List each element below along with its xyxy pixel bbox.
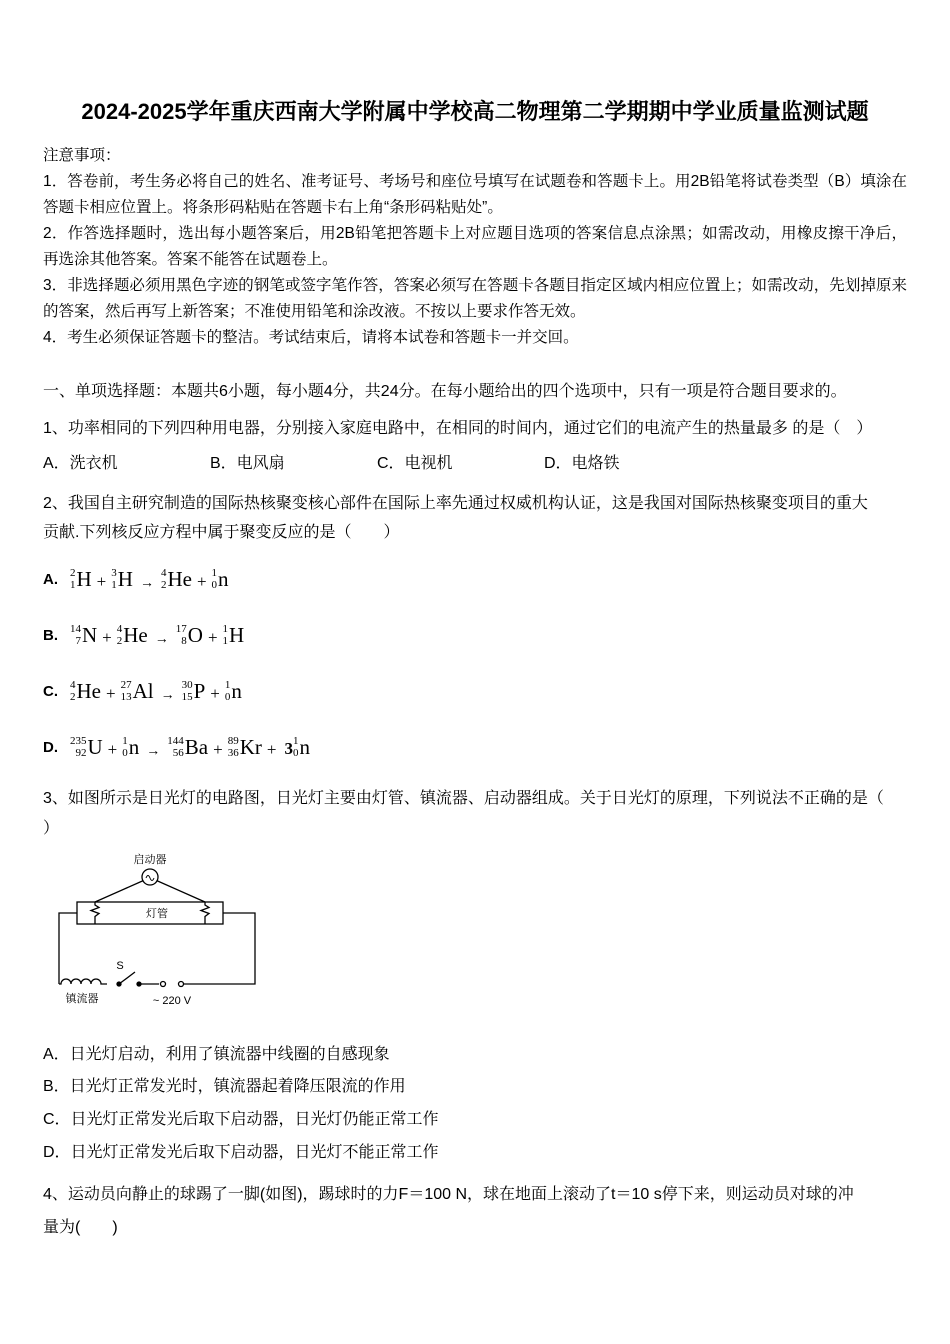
notice-section <box>43 143 907 351</box>
switch-blade <box>119 972 135 984</box>
coefficient: 3 <box>284 738 293 758</box>
question-2 <box>43 489 907 776</box>
notice-heading: 注意事项： <box>43 146 121 164</box>
question-3-options <box>43 1047 907 1162</box>
reaction-equation <box>70 736 310 759</box>
question-4 <box>43 1178 907 1244</box>
question-3-text-line-2: ） <box>43 819 60 837</box>
exam-paper <box>43 98 907 1244</box>
nuclide-n: 14 7 N <box>70 623 98 648</box>
source-terminal-right <box>179 981 184 986</box>
question-3-option-c: C．日光灯正常发光后取下启动器，日光灯仍能正常工作 <box>43 1111 439 1129</box>
plus-operator: + <box>96 571 107 591</box>
plus-operator: + <box>107 739 118 759</box>
question-4-text-line-1: 4、运动员向静止的球踢了一脚(如图)，踢球时的力F＝100 N，球在地面上滚动了t＝10 s停下来，则运动员对球的冲 <box>43 1185 854 1203</box>
plus-operator: + <box>213 739 223 759</box>
nuclide-o: 17 8 O <box>175 623 203 648</box>
nuclide-n: 1 0 n <box>224 679 242 704</box>
reaction-label: C. <box>43 683 58 701</box>
source-terminal-left <box>161 981 166 986</box>
plus-operator: + <box>102 627 112 647</box>
reaction-equation <box>70 680 242 703</box>
nuclide-h: 3 1 H <box>111 567 133 592</box>
question-4-text-line-2: 量为( ) <box>43 1218 118 1236</box>
notice-item: 3．非选择题必须用黑色字迹的钢笔或签字笔作答，答案必须写在答题卡各题目指定区域内相应位置上；如需改动，先划掉原来的答案，然后再写上新答案；不准使用铅笔和涂改液。不按以上要求作答无效。 <box>43 276 907 320</box>
filament-right <box>201 902 209 924</box>
nuclide-h: 1 1 H <box>222 623 245 648</box>
reaction-equation <box>70 624 244 647</box>
fluorescent-lamp-circuit <box>47 852 269 1022</box>
question-2-text-line-2: 贡献.下列核反应方程中属于聚变反应的是（ ） <box>43 523 400 541</box>
question-1-option-c: C．电视机 <box>377 454 453 472</box>
notice-item: 4．考生必须保证答题卡的整洁。考试结束后，请将本试卷和答题卡一并交回。 <box>43 328 579 346</box>
notice-item: 2．作答选择题时，选出每小题答案后，用2B铅笔把答题卡上对应题目选项的答案信息点涂黑；如需改动，用橡皮擦干净后，再选涂其他答案。答案不能答在试题卷上。 <box>43 224 907 268</box>
question-1-option-b: B．电风扇 <box>210 454 285 472</box>
question-1-option-d: D．电烙铁 <box>544 454 620 472</box>
question-3-option-a: A．日光灯启动，利用了镇流器中线圈的自感现象 <box>43 1045 390 1063</box>
question-2-reactions <box>43 552 907 776</box>
reaction-option-b <box>43 608 907 664</box>
nuclide-n: 1 0 n <box>292 735 310 760</box>
reaction-option-a <box>43 552 907 608</box>
nuclide-n: 1 0 n <box>211 567 229 592</box>
reaction-option-d <box>43 720 907 776</box>
filament-left <box>91 902 99 924</box>
question-1-text: 1、功率相同的下列四种用电器，分别接入家庭电路中，在相同的时间内，通过它们的电流产生的热量最多 的是（ ） <box>43 419 873 437</box>
source-voltage-label: ~ 220 V <box>152 994 192 1007</box>
reaction-option-c <box>43 664 907 720</box>
arrow-operator: → <box>154 631 169 647</box>
question-1 <box>43 415 907 477</box>
reaction-label: B. <box>43 627 58 645</box>
plus-operator: + <box>266 739 277 759</box>
section-one-heading: 一、单项选择题：本题共6小题，每小题4分，共24分。在每小题给出的四个选项中，只有一项是符合题目要求的。 <box>43 382 847 400</box>
question-3-option-b: B．日光灯正常发光时，镇流器起着降压限流的作用 <box>43 1078 406 1096</box>
arrow-operator: → <box>146 743 161 759</box>
starter-label: 启动器 <box>133 853 167 866</box>
question-2-text-line-1: 2、我国自主研究制造的国际热核聚变核心部件在国际上率先通过权威机构认证，这是我国对国际热核聚变项目的重大 <box>43 494 868 512</box>
reaction-equation <box>70 568 229 591</box>
nuclide-he: 4 2 He <box>116 623 148 648</box>
nuclide-n: 1 0 n <box>122 735 140 760</box>
nuclide-ba: 144 56 Ba <box>167 735 209 760</box>
lamp-label: 灯管 <box>146 907 168 920</box>
plus-operator: + <box>106 683 116 703</box>
arrow-operator: → <box>139 575 154 591</box>
page-title: 2024-2025学年重庆西南大学附属中学校高二物理第二学期期中学业质量监测试题 <box>81 99 869 124</box>
question-3-option-d: D．日光灯正常发光后取下启动器，日光灯不能正常工作 <box>43 1143 439 1161</box>
reaction-label: A. <box>43 571 58 589</box>
ballast-label: 镇流器 <box>65 992 99 1005</box>
nuclide-al: 27 13 Al <box>120 679 154 704</box>
nuclide-kr: 89 36 Kr <box>227 735 262 760</box>
switch-contact <box>137 982 141 986</box>
switch-label: S <box>116 959 124 972</box>
ballast-coil <box>59 979 107 984</box>
nuclide-p: 30 15 P <box>181 679 206 704</box>
arrow-operator: → <box>160 687 175 703</box>
nuclide-u: 235 92 U <box>70 735 103 760</box>
plus-operator: + <box>210 683 220 703</box>
question-1-option-a: A．洗衣机 <box>43 454 118 472</box>
plus-operator: + <box>207 627 218 647</box>
nuclide-h: 2 1 H <box>70 567 92 592</box>
plus-operator: + <box>196 571 207 591</box>
nuclide-he: 4 2 He <box>70 679 101 704</box>
question-1-options <box>43 451 907 477</box>
question-3 <box>43 784 907 1162</box>
notice-item: 1．答卷前，考生务必将自己的姓名、准考证号、考场号和座位号填写在试题卷和答题卡上。用2B铅笔将试卷类型（B）填涂在答题卡相应位置上。将条形码粘贴在答题卡右上角“条形码粘贴处”。 <box>43 172 907 216</box>
reaction-label: D. <box>43 739 58 757</box>
nuclide-he: 4 2 He <box>160 567 192 592</box>
circuit-diagram <box>47 852 907 1027</box>
question-3-text-line-1: 3、如图所示是日光灯的电路图，日光灯主要由灯管、镇流器、启动器组成。关于日光灯的原理，下列说法不正确的是（ <box>43 789 884 807</box>
